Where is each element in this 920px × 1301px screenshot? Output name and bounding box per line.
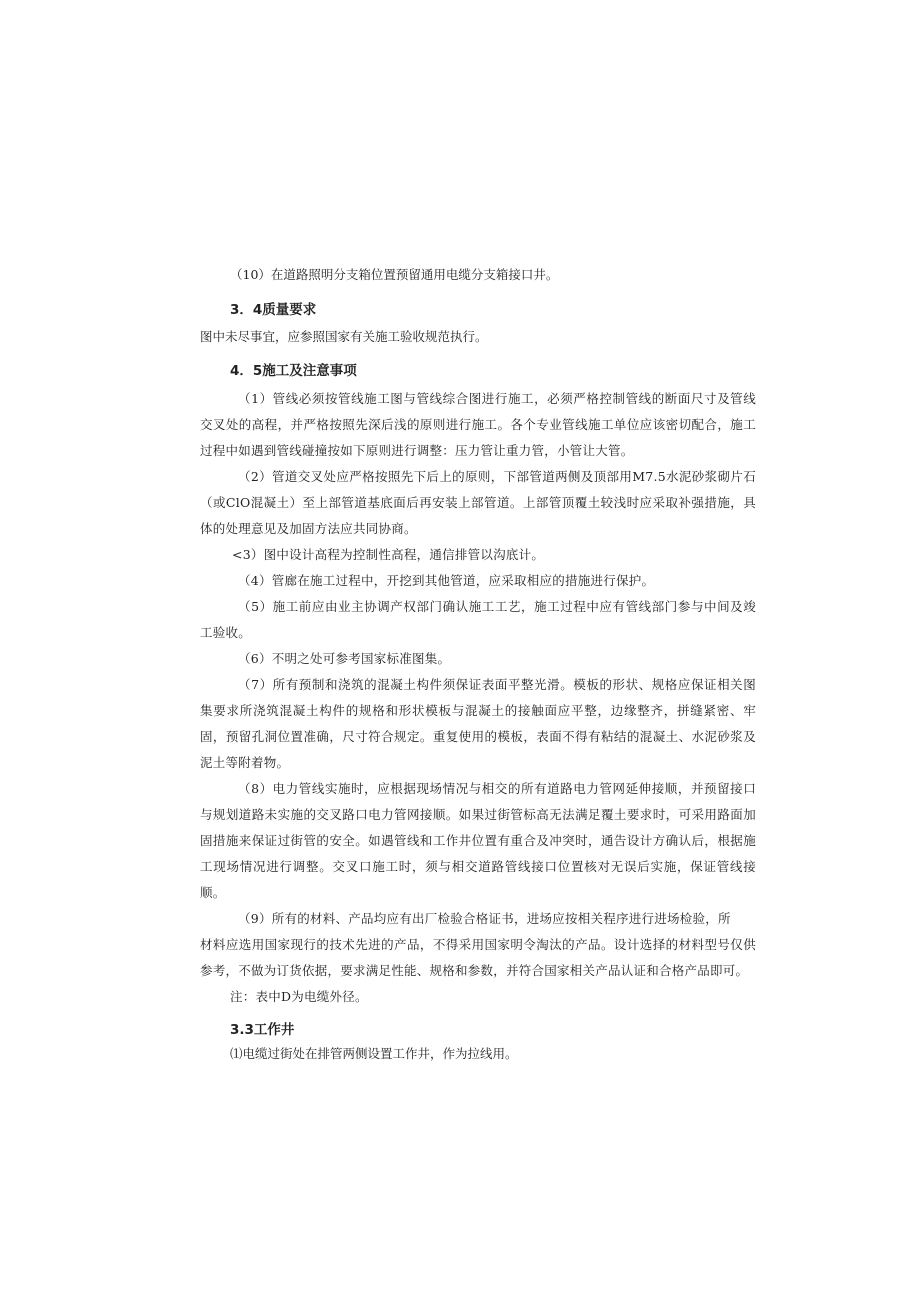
section-3-4-heading: 3．4质量要求 xyxy=(230,302,317,318)
item-9-continuation: 材料应选用国家现行的技术先进的产品，不得采用国家明令淘汰的产品。设计选择的材料型号仅供参考，不做为订货依据，要求满足性能、规格和参数，并符合国家相关产品认证和合格产品即可。 xyxy=(200,937,756,978)
item-8: （8）电力管线实施时，应根据现场情况与相交的所有道路电力管网延伸接顺，并预留接口与规划道路未实施的交叉路口电力管网接顺。如果过街管标高无法满足覆土要求时，可采用路面加固措施来保证过街管的安全。如遇管线和工作井位置有重合及冲突时，通告设计方确认后，根据施工现场情况进行调整。交叉口施工时，须与相交道路管线接口位置核对无误后实施，保证管线接顺。 xyxy=(200,781,756,900)
section-3-4-body: 图中未尽事宜，应参照国家有关施工验收规范执行。 xyxy=(200,329,488,344)
table-note: 注：表中D为电缆外径。 xyxy=(230,989,368,1004)
item-6: （6）不明之处可参考国家标准图集。 xyxy=(238,651,451,666)
item-1: （1）管线必须按管线施工图与管线综合图进行施工，必须严格控制管线的断面尺寸及管线交叉处的高程，并严格按照先深后浅的原则进行施工。各个专业管线施工单位应该密切配合，施工过程中如遇到管线碰撞按如下原则进行调整：压力管让重力管，小管让大管。 xyxy=(200,391,756,458)
item-3: <3）图中设计高程为控制性高程，通信排管以沟底计。 xyxy=(232,547,545,562)
document-body xyxy=(200,266,756,1063)
item-5: （5）施工前应由业主协调产权部门确认施工工艺，施工过程中应有管线部门参与中间及竣工验收。 xyxy=(200,599,756,640)
section-3-3-heading: 3.3工作井 xyxy=(230,1022,295,1038)
item-9-first-line: （9）所有的材料、产品均应有出厂检验合格证书，进场应按相关程序进行进场检验，所 xyxy=(238,911,731,926)
section-3-3-item-1: ⑴电缆过街处在排管两侧设置工作井，作为拉线用。 xyxy=(230,1046,518,1061)
section-4-5-heading: 4．5施工及注意事项 xyxy=(230,363,357,379)
item-7: （7）所有预制和浇筑的混凝土构件须保证表面平整光滑。模板的形状、规格应保证相关图集要求所浇筑混凝土构件的规格和形状模板与混凝土的接触面应平整，边缘整齐，拼缝紧密、牢固，预留孔洞位置准确，尺寸符合规定。重复使用的模板，表面不得有粘结的混凝土、水泥砂浆及泥土等附着物。 xyxy=(200,677,756,770)
item-4: （4）管廊在施工过程中，开挖到其他管道，应采取相应的措施进行保护。 xyxy=(238,573,655,588)
item-2: （2）管道交叉处应严格按照先下后上的原则，下部管道两侧及顶部用M7.5水泥砂浆砌片石（或ClO混凝土）至上部管道基底面后再安装上部管道。上部管顶覆土较浅时应采取补强措施，具体的处理意见及加固方法应共同协商。 xyxy=(200,469,756,536)
item-10: （10）在道路照明分支箱位置预留通用电缆分支箱接口井。 xyxy=(230,267,559,282)
